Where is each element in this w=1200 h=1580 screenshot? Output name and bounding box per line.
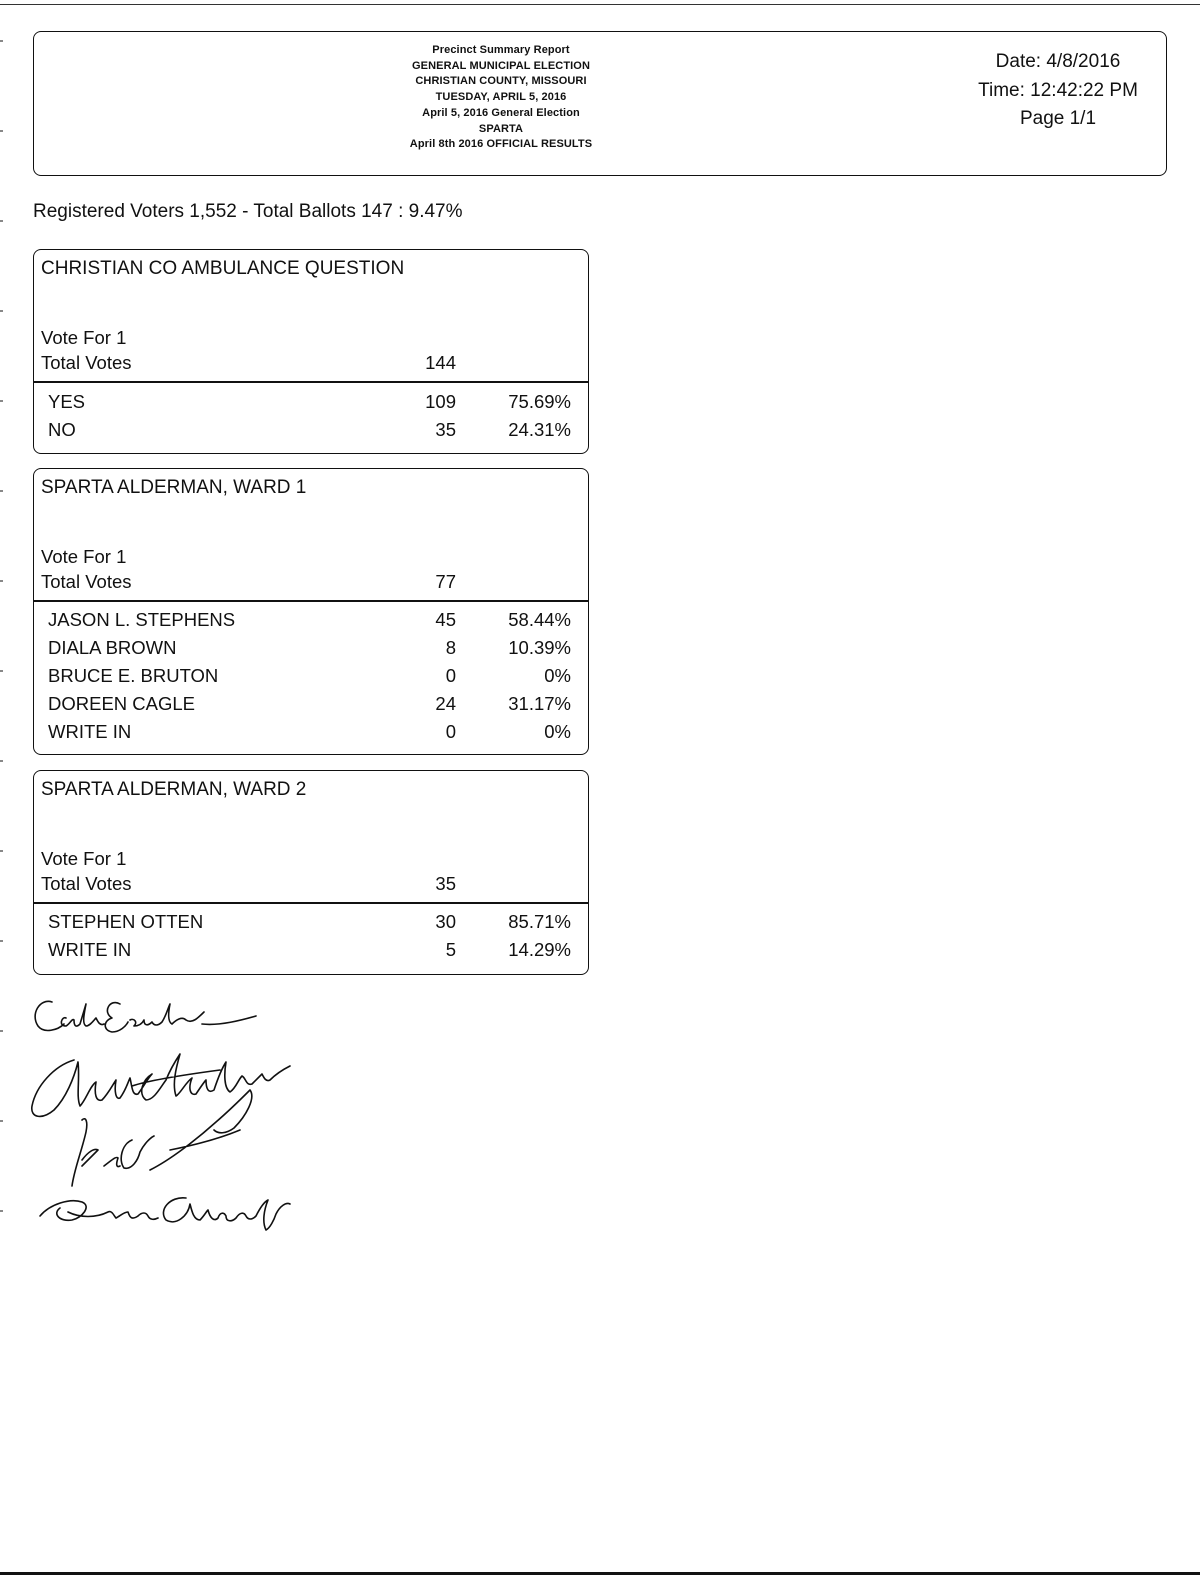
candidate-percent: 58.44%: [508, 609, 571, 630]
result-row: [34, 637, 587, 665]
candidate-name: DOREEN CAGLE: [48, 693, 196, 714]
report-time: Time: 12:42:22 PM: [978, 79, 1138, 101]
scan-edge-top: [0, 4, 1200, 5]
total-votes-value: 144: [425, 352, 456, 373]
contest-ward-2: [33, 770, 589, 975]
results-status: April 8th 2016 OFFICIAL RESULTS: [409, 138, 593, 151]
candidate-percent: 0%: [544, 721, 571, 742]
report-meta: [958, 48, 1158, 134]
candidate-percent: 85.71%: [508, 911, 571, 932]
result-row: [34, 721, 587, 749]
signature-3: [72, 1090, 252, 1186]
candidate-percent: 0%: [544, 665, 571, 686]
divider: [34, 600, 588, 602]
turnout-summary: Registered Voters 1,552 - Total Ballots 147 : 9.47%: [33, 201, 463, 222]
total-votes-value: 77: [435, 571, 456, 592]
signature-2: [32, 1054, 290, 1116]
election-date: TUESDAY, APRIL 5, 2016: [435, 91, 567, 104]
choice-percent: 75.69%: [508, 391, 571, 412]
county-name: CHRISTIAN COUNTY, MISSOURI: [415, 75, 587, 88]
vote-for-label: Vote For 1: [41, 848, 127, 869]
candidate-percent: 10.39%: [508, 637, 571, 658]
result-row: [34, 609, 587, 637]
contest-title: SPARTA ALDERMAN, WARD 1: [41, 477, 307, 498]
page-number: Page 1/1: [1019, 108, 1097, 129]
report-title-block: [324, 43, 678, 153]
total-votes-value: 35: [435, 873, 456, 894]
candidate-percent: 14.29%: [508, 939, 571, 960]
candidate-name: STEPHEN OTTEN: [48, 911, 204, 932]
candidate-votes: 24: [435, 693, 456, 714]
precinct-name: SPARTA: [478, 122, 524, 135]
vote-for-label: Vote For 1: [41, 327, 127, 348]
candidate-name: DIALA BROWN: [48, 637, 177, 658]
contest-ward-1: [33, 468, 589, 755]
total-votes-label: Total Votes: [41, 352, 132, 373]
candidate-name: WRITE IN: [48, 939, 132, 960]
choice-name: YES: [48, 391, 86, 412]
total-votes-label: Total Votes: [41, 571, 132, 592]
result-row: [34, 693, 587, 721]
contest-ambulance-question: [33, 249, 589, 454]
choice-name: NO: [48, 419, 76, 440]
contest-title: SPARTA ALDERMAN, WARD 2: [41, 779, 307, 800]
candidate-votes: 30: [435, 911, 456, 932]
candidate-votes: 8: [445, 637, 456, 658]
candidate-name: JASON L. STEPHENS: [48, 609, 236, 630]
divider: [34, 381, 588, 383]
signature-4: [40, 1198, 290, 1230]
candidate-votes: 0: [445, 665, 456, 686]
candidate-votes: 5: [445, 939, 456, 960]
election-label: April 5, 2016 General Election: [422, 106, 580, 119]
report-header: [33, 31, 1167, 176]
choice-percent: 24.31%: [508, 419, 571, 440]
candidate-name: BRUCE E. BRUTON: [48, 665, 219, 686]
total-votes-label: Total Votes: [41, 873, 132, 894]
candidate-percent: 31.17%: [508, 693, 571, 714]
result-row: [34, 419, 587, 447]
signature-1: [35, 1001, 256, 1032]
result-row: [34, 391, 587, 419]
contest-title: CHRISTIAN CO AMBULANCE QUESTION: [41, 258, 405, 279]
scan-edge-bottom: [0, 1572, 1200, 1575]
report-title: Precinct Summary Report: [432, 44, 570, 56]
choice-votes: 35: [435, 419, 456, 440]
election-name: GENERAL MUNICIPAL ELECTION: [412, 59, 590, 72]
vote-for-label: Vote For 1: [41, 546, 127, 567]
divider: [34, 902, 588, 904]
candidate-votes: 0: [445, 721, 456, 742]
signature-block: [20, 990, 360, 1240]
result-row: [34, 665, 587, 693]
candidate-votes: 45: [435, 609, 456, 630]
choice-votes: 109: [425, 391, 456, 412]
candidate-name: WRITE IN: [48, 721, 132, 742]
scan-edge-left: [0, 40, 3, 1240]
result-row: [34, 939, 587, 967]
report-date: Date: 4/8/2016: [995, 51, 1121, 72]
result-row: [34, 911, 587, 939]
